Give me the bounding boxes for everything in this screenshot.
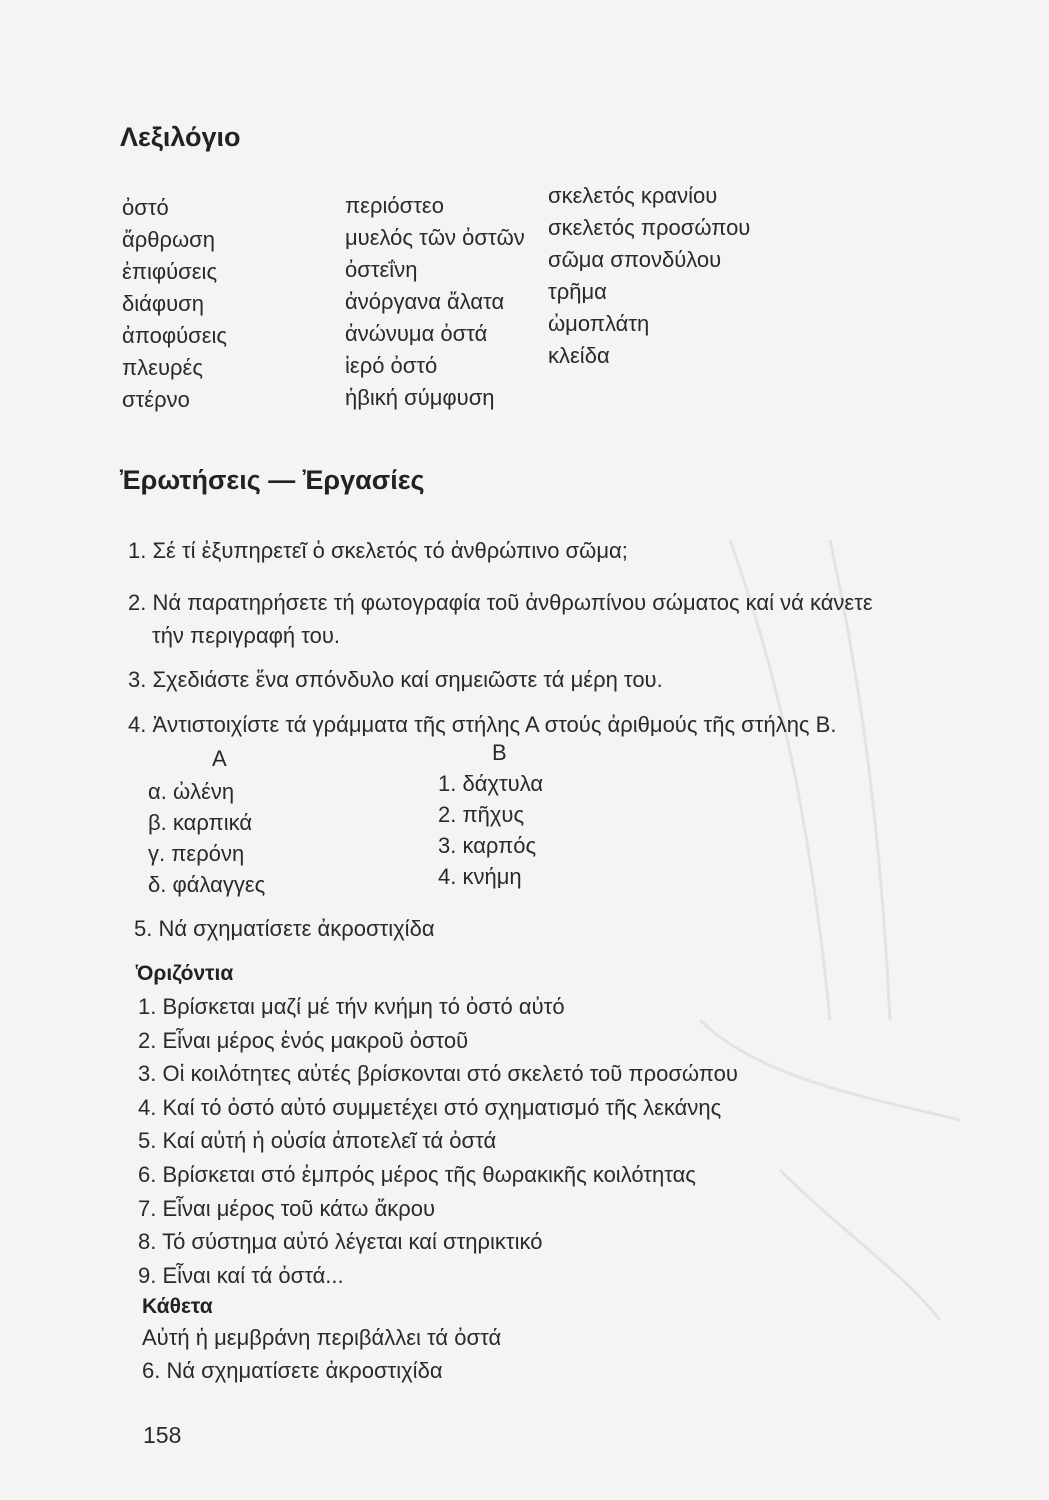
list-item: β. καρπικά <box>148 810 253 835</box>
vocabulary-column-1 <box>122 192 227 416</box>
question-5: 5. Νά σχηματίσετε ἀκροστιχίδα <box>134 916 435 941</box>
questions-heading: Ἐρωτήσεις — Ἐργασίες <box>120 465 425 495</box>
column-b-header: Β <box>492 740 507 765</box>
list-item: 8. Τό σύστημα αὐτό λέγεται καί στηρικτικό <box>138 1229 543 1255</box>
vocab-term: σκελετός κρανίου <box>548 183 718 208</box>
list-item: 9. Εἶναι καί τά ὀστά... <box>138 1262 344 1288</box>
list-item: 5. Καί αὐτή ἡ οὐσία ἀποτελεῖ τά ὀστά <box>138 1128 497 1154</box>
vertical-heading: Κάθετα <box>142 1295 213 1318</box>
vocab-term: ἀνώνυμα ὀστά <box>345 321 488 346</box>
vocab-term: ὠμοπλάτη <box>548 311 650 336</box>
list-item: δ. φάλαγγες <box>148 872 266 897</box>
list-item: 2. Εἶναι μέρος ἑνός μακροῦ ὀστοῦ <box>138 1027 469 1053</box>
vocab-term: ἀνόργανα ἄλατα <box>345 289 505 314</box>
list-item: 3. Οἱ κοιλότητες αὐτές βρίσκονται στό σκελετό τοῦ προσώπου <box>138 1061 738 1087</box>
vocab-term: διάφυση <box>122 291 204 316</box>
vocab-term: ἡβική σύμφυση <box>345 385 495 410</box>
vocab-term: στέρνο <box>122 387 190 412</box>
vocab-term: σῶμα σπονδύλου <box>548 247 722 272</box>
list-item: 7. Εἶναι μέρος τοῦ κάτω ἄκρου <box>138 1195 436 1221</box>
horizontal-clues <box>138 990 738 1292</box>
vocab-term: ἄρθρωση <box>122 227 215 252</box>
vocab-term: σκελετός προσώπου <box>548 215 751 240</box>
list-item: 4. Καί τό ὀστό αὐτό συμμετέχει στό σχηματισμό τῆς λεκάνης <box>138 1094 722 1120</box>
list-item: 6. Βρίσκεται στό ἐμπρός μέρος τῆς θωρακικῆς κοιλότητας <box>138 1161 696 1187</box>
question-2-line-1: 2. Νά παρατηρήσετε τή φωτογραφία τοῦ ἀνθρωπίνου σώματος καί νά κάνετε <box>128 590 873 615</box>
list-item: 3. καρπός <box>438 833 537 858</box>
column-a-header: Α <box>212 746 227 771</box>
vocab-term: μυελός τῶν ὀστῶν <box>345 225 525 250</box>
vocab-term: ὀστό <box>122 195 169 220</box>
vocabulary-column-3 <box>548 180 750 372</box>
list-item: α. ὠλένη <box>148 779 235 804</box>
question-3: 3. Σχεδιάστε ἕνα σπόνδυλο καί σημειῶστε τά μέρη του. <box>128 667 663 692</box>
list-item: γ. περόνη <box>148 841 245 866</box>
question-4: 4. Ἀντιστοιχίστε τά γράμματα τῆς στήλης Α στούς ἀριθμούς τῆς στήλης Β. <box>128 712 837 737</box>
list-item: 2. πῆχυς <box>438 802 525 827</box>
vocabulary-column-2 <box>345 190 525 414</box>
vocab-term: ἱερό ὀστό <box>345 353 438 378</box>
question-6: 6. Νά σχηματίσετε ἀκροστιχίδα <box>142 1358 443 1383</box>
vocab-term: ἀποφύσεις <box>122 323 227 348</box>
vocab-term: ὀστεΐνη <box>345 257 418 282</box>
list-item: 1. Βρίσκεται μαζί μέ τήν κνήμη τό ὀστό αὐτό <box>138 994 565 1019</box>
vocab-term: ἐπιφύσεις <box>122 259 218 284</box>
vertical-clue: Αὐτή ἡ μεμβράνη περιβάλλει τά ὀστά <box>142 1325 502 1350</box>
question-1: 1. Σέ τί ἐξυπηρετεῖ ὁ σκελετός τό ἀνθρώπινο σῶμα; <box>128 538 628 563</box>
vocab-term: κλείδα <box>548 343 610 368</box>
page-number: 158 <box>143 1422 182 1448</box>
vocab-term: τρῆμα <box>548 279 607 304</box>
column-b-list <box>438 768 543 892</box>
column-a-list <box>148 776 265 900</box>
vocab-term: πλευρές <box>122 355 203 380</box>
list-item: 4. κνήμη <box>438 864 522 889</box>
horizontal-heading: Ὁριζόντια <box>136 962 234 985</box>
vocabulary-heading: Λεξιλόγιο <box>120 122 241 152</box>
vocab-term: περιόστεο <box>345 193 444 218</box>
list-item: 1. δάχτυλα <box>438 771 544 796</box>
question-2-line-2: τήν περιγραφή του. <box>152 623 341 648</box>
